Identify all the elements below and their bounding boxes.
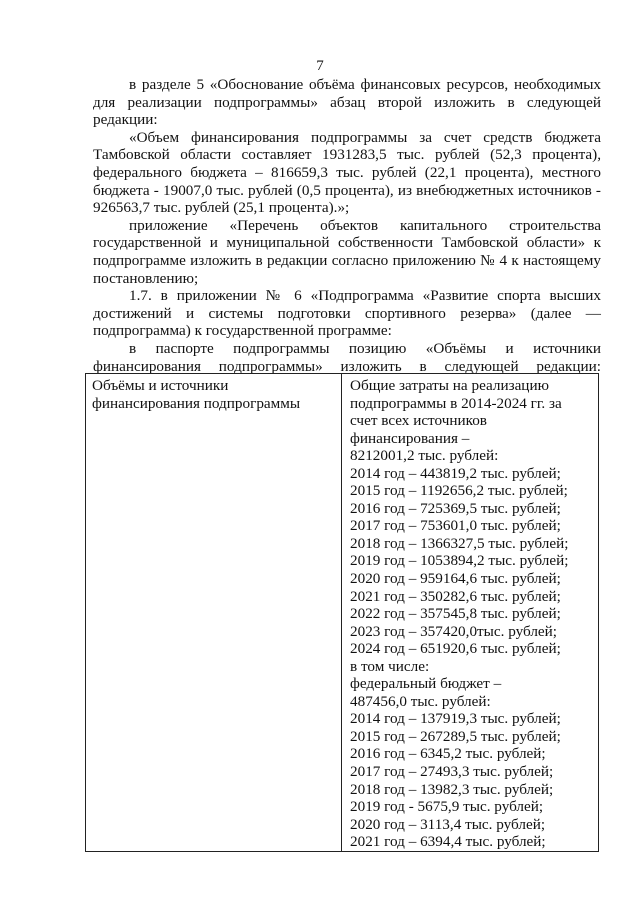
page-number: 7	[316, 58, 324, 74]
financing-line: 2015 год – 1192656,2 тыс. рублей;	[350, 482, 568, 500]
paragraph-section5-intro: в разделе 5 «Обоснование объёма финансовых ресурсов, необходимых для реализации подпрограммы» абзац второй изложить в следующей редакции:	[93, 76, 601, 129]
financing-line: 2021 год – 350282,6 тыс. рублей;	[350, 587, 561, 605]
financing-line: 487456,0 тыс. рублей:	[350, 692, 491, 710]
paragraph-appendix-objects: приложение «Перечень объектов капитального строительства государственной и муниципальной собственности Тамбовской области» к подпрограмме изложить в редакции согласно приложению № 4 к настоящему постановлению;	[93, 216, 601, 287]
financing-line: финансирования –	[350, 429, 470, 447]
table-cell-position-name: Объёмы и источники финансирования подпрограммы	[86, 374, 342, 852]
financing-line: 8212001,2 тыс. рублей:	[350, 447, 499, 465]
paragraph-passport-position: в паспорте подпрограммы позицию «Объёмы и источники финансирования подпрограммы» изложить в следующей редакции:	[93, 339, 601, 375]
financing-line: 2020 год – 3113,4 тыс. рублей;	[350, 815, 546, 833]
financing-line: 2018 год – 13982,3 тыс. рублей;	[350, 780, 554, 798]
financing-line: 2015 год – 267289,5 тыс. рублей;	[350, 727, 561, 745]
document-body	[93, 76, 601, 375]
financing-line: 2020 год – 959164,6 тыс. рублей;	[350, 570, 561, 588]
paragraph-item-1-7: 1.7. в приложении № 6 «Подпрограмма «Развитие спорта высших достижений и системы подготовки спортивного резерва» (далее — подпрограмма) к государственной программе:	[93, 287, 601, 340]
financing-line: 2019 год - 5675,9 тыс. рублей;	[350, 798, 544, 816]
financing-line: 2021 год – 6394,4 тыс. рублей;	[350, 833, 546, 851]
financing-line: 2016 год – 725369,5 тыс. рублей;	[350, 499, 561, 517]
financing-line: в том числе:	[350, 657, 430, 675]
financing-line: 2014 год – 137919,3 тыс. рублей;	[350, 710, 561, 728]
financing-line: 2022 год – 357545,8 тыс. рублей;	[350, 605, 561, 623]
paragraph-financing-volume: «Объем финансирования подпрограммы за счет средств бюджета Тамбовской области составляет 1931283,5 тыс. рублей (52,3 процента), федерального бюджета – 816659,3 тыс. рублей (22,1 процента), местного бюджета - 19007,0 тыс. рублей (0,5 процента), из внебюджетных источников - 926563,7 тыс. рублей (25,1 процента).»;	[93, 128, 601, 217]
financing-line: 2016 год – 6345,2 тыс. рублей;	[350, 745, 546, 763]
financing-line: 2018 год – 1366327,5 тыс. рублей;	[350, 534, 569, 552]
financing-line: Общие затраты на реализацию	[350, 377, 549, 394]
financing-line: подпрограммы в 2014-2024 гг. за	[350, 394, 562, 412]
passport-table	[85, 373, 599, 852]
financing-line: федеральный бюджет –	[350, 675, 502, 693]
table-cell-financing-details	[342, 374, 599, 852]
table-row	[86, 374, 599, 852]
financing-line: 2023 год – 357420,0тыс. рублей;	[350, 622, 558, 640]
financing-line: счет всех источников	[350, 412, 487, 430]
financing-line: 2017 год – 27493,3 тыс. рублей;	[350, 763, 554, 781]
financing-line: 2017 год – 753601,0 тыс. рублей;	[350, 517, 561, 535]
financing-line: 2014 год – 443819,2 тыс. рублей;	[350, 464, 561, 482]
financing-line: 2024 год – 651920,6 тыс. рублей;	[350, 640, 561, 658]
financing-line: 2019 год – 1053894,2 тыс. рублей;	[350, 552, 569, 570]
